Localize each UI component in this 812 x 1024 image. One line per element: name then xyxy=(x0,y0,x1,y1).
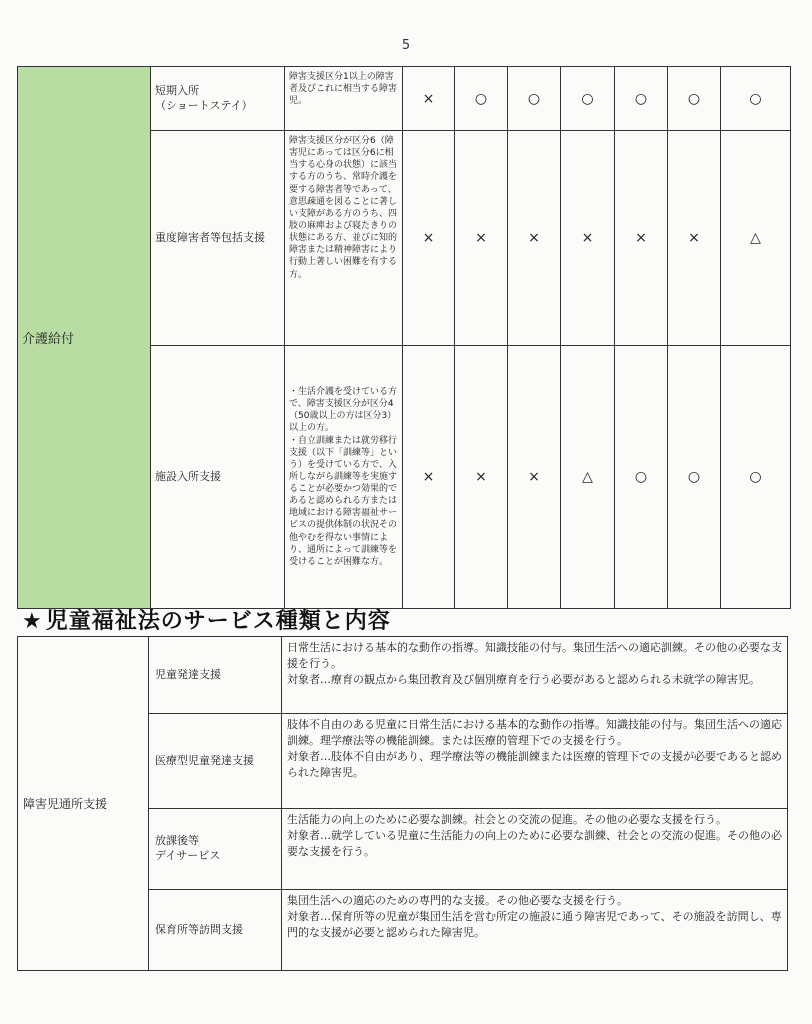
availability-mark: ○ xyxy=(615,67,668,131)
availability-mark: × xyxy=(403,346,455,609)
target-description: ・生活介護を受けている方で、障害支援区分が区分4（50歳以上の方は区分3）以上の方。 ・自立訓練または就労移行支援（以下「訓練等」という）を受けている方で、入所しながら訓練等を実施することが必要かつ効果的であると認められる方または地域における障害福祉サービスの提供体制の状況その他やむを得ない事情により、通所によって訓練等を受けることが困難な方。 xyxy=(285,346,403,609)
service-name: 放課後等 デイサービス xyxy=(149,809,282,890)
page-number: 5 xyxy=(401,38,411,53)
service-name: 医療型児童発達支援 xyxy=(149,714,282,809)
availability-mark: × xyxy=(561,131,615,346)
target-description: 障害支援区分1以上の障害者及びこれに相当する障害児。 xyxy=(285,67,403,131)
availability-mark: × xyxy=(455,131,508,346)
care-benefits-table xyxy=(17,66,791,609)
availability-mark: △ xyxy=(721,131,791,346)
table-row xyxy=(18,637,788,714)
target-description: 障害支援区分が区分6（障害児にあっては区分6に相当する心身の状態）に該当する方のうち、常時介護を要する障害者等であって、意思疎通を図ることに著しい支障がある方のうち、四肢の麻痺および寝たきりの状態にある方、並びに知的障害または精神障害により行動上著しい困難を有する方。 xyxy=(285,131,403,346)
service-description: 肢体不自由のある児童に日常生活における基本的な動作の指導。知識技能の付与。集団生活への適応訓練。理学療法等の機能訓練。または医療的管理下での支援を行う。 対象者…肢体不自由があり、理学療法等の機能訓練または医療的管理下での支援が必要であると認められた障害児。 xyxy=(282,714,788,809)
availability-mark: △ xyxy=(561,346,615,609)
service-name: 重度障害者等包括支援 xyxy=(151,131,285,346)
availability-mark: ○ xyxy=(455,67,508,131)
service-name: 児童発達支援 xyxy=(149,637,282,714)
availability-mark: × xyxy=(668,131,721,346)
availability-mark: ○ xyxy=(561,67,615,131)
availability-mark: ○ xyxy=(508,67,561,131)
availability-mark: × xyxy=(508,131,561,346)
availability-mark: ○ xyxy=(615,346,668,609)
service-description: 日常生活における基本的な動作の指導。知識技能の付与。集団生活への適応訓練。その他の必要な支援を行う。 対象者…療育の観点から集団教育及び個別療育を行う必要があると認められる未就学の障害児。 xyxy=(282,637,788,714)
availability-mark: ○ xyxy=(721,346,791,609)
service-name: 施設入所支援 xyxy=(151,346,285,609)
category-cell: 障害児通所支援 xyxy=(18,637,149,971)
service-name: 保育所等訪問支援 xyxy=(149,890,282,971)
availability-mark: × xyxy=(403,67,455,131)
service-name: 短期入所 （ショートステイ） xyxy=(151,67,285,131)
category-cell: 介護給付 xyxy=(18,67,151,609)
availability-mark: ○ xyxy=(668,67,721,131)
availability-mark: × xyxy=(403,131,455,346)
table-row xyxy=(18,67,791,131)
section-heading-text: 児童福祉法のサービス種類と内容 xyxy=(45,609,391,634)
availability-mark: × xyxy=(508,346,561,609)
service-description: 生活能力の向上のために必要な訓練。社会との交流の促進。その他の必要な支援を行う。 対象者…就学している児童に生活能力の向上のために必要な訓練、社会との交流の促進。その他の必要な支援を行う。 xyxy=(282,809,788,890)
availability-mark: × xyxy=(455,346,508,609)
star-icon: ★ xyxy=(22,609,43,634)
availability-mark: ○ xyxy=(721,67,791,131)
section-heading xyxy=(22,604,391,635)
child-welfare-services-table xyxy=(17,636,788,971)
service-description: 集団生活への適応のための専門的な支援。その他必要な支援を行う。 対象者…保育所等の児童が集団生活を営む所定の施設に通う障害児であって、その施設を訪問し、専門的な支援が必要と認められた障害児。 xyxy=(282,890,788,971)
availability-mark: ○ xyxy=(668,346,721,609)
availability-mark: × xyxy=(615,131,668,346)
